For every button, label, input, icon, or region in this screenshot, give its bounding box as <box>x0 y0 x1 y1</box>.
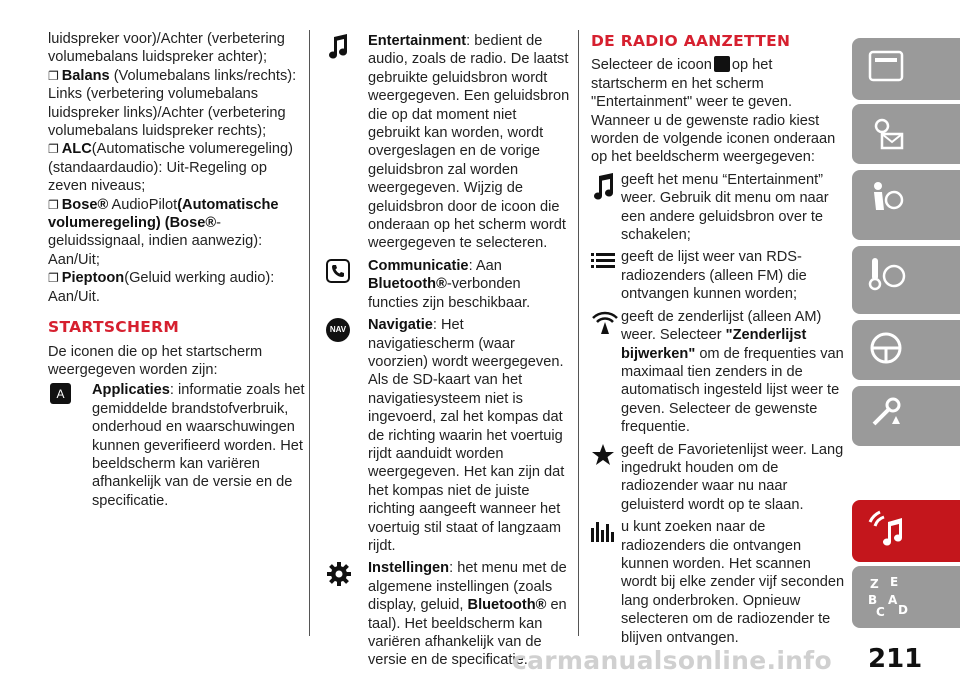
applicaties-label: Applicaties <box>92 382 170 399</box>
radio-item-entertainment <box>591 171 845 245</box>
entertainment-text: : bedient de audio, zoals de radio. De laatst gebruikte geluidsbron wordt weergegeven. Een geluidsbron die op dat moment niet gebruikt kan worden, wordt overgeslagen en de vorige geluidsbron zal worden weergegeven. Wijzig de geluidsbron door de icoon die onderaan op het scherm wordt weergegeven te selecteren. <box>368 33 570 252</box>
instellingen-text: : het menu met de algemene instellingen (zoals display, geluid, <box>368 560 567 614</box>
radio-item-4-text: geeft de Favorietenlijst weer. Lang ingedrukt houden om de radiozender waar nu naar geluisterd wordt op te slaan. <box>621 441 844 513</box>
alc-item <box>48 140 310 195</box>
navigatie-item <box>324 316 570 555</box>
radio-item-favorites <box>591 441 845 515</box>
radio-item-3-bold: "Zenderlijst bijwerken" <box>621 327 807 362</box>
column-left <box>48 30 310 510</box>
bose-label: Bose® <box>61 196 109 213</box>
radio-item-station-list <box>591 308 845 437</box>
tab-index[interactable] <box>852 566 960 628</box>
balans-label: Balans <box>61 67 110 84</box>
tab-tools[interactable] <box>852 386 960 446</box>
column-divider <box>578 30 579 636</box>
startscherm-intro: De iconen die op het startscherm weergegeven worden zijn: <box>48 343 263 378</box>
tools-icon <box>866 394 906 434</box>
alc-text: (Automatische volumeregeling) (standaardaudio): Uit-Regeling op zeven niveaus; <box>48 141 293 195</box>
svg-text:B: B <box>868 593 878 607</box>
dashboard-icon <box>866 46 906 86</box>
pieptoon-label: Pieptoon <box>61 270 125 287</box>
svg-text:A: A <box>888 593 898 607</box>
settings-gear-icon <box>326 561 358 593</box>
phone-icon <box>326 259 358 291</box>
radio-intro-2: op het startscherm en het scherm "Entertainment" weer te geven. Wanneer u de gewenste radio kiest worden de volgende iconen onderaan op het beeldscherm weergegeven: <box>591 57 836 166</box>
communicatie-item <box>324 257 570 312</box>
entertainment-item <box>324 32 570 253</box>
multimedia-icon <box>866 508 910 552</box>
communicatie-text: : Aan <box>468 257 502 274</box>
tab-steering-wheel[interactable] <box>852 320 960 380</box>
warning-lights-icon <box>866 112 906 152</box>
applicaties-item <box>48 381 310 510</box>
section-title-startscherm: STARTSCHERM <box>48 318 180 337</box>
instellingen-text-2: en taal). Het beeldscherm kan variëren afhankelijk van de versie en de specificatie. <box>368 597 567 669</box>
scan-bars-icon <box>591 520 623 552</box>
bose-text: - geluidssignaal, indien aanwezig): Aan/Uit; <box>48 215 263 268</box>
radio-item-1-text: geeft het menu “Entertainment” weer. Gebruik dit menu om naar een andere geluidsbron over te schakelen; <box>621 171 829 244</box>
alc-label: ALC <box>61 141 92 158</box>
communicatie-label: Communicatie <box>368 257 469 274</box>
radio-item-3-text-a: geeft de zenderlijst (alleen AM) weer. Selecteer <box>621 308 822 344</box>
navigatie-label: Navigatie <box>368 317 433 334</box>
star-icon <box>591 443 623 475</box>
instellingen-bluetooth: Bluetooth® <box>467 597 547 614</box>
radio-signal-icon <box>591 310 623 342</box>
key-steering-icon <box>866 254 906 294</box>
radio-intro-1: Selecteer de icoon <box>591 57 712 74</box>
music-note-icon <box>326 34 358 66</box>
svg-text:E: E <box>890 575 899 589</box>
seatbelt-airbag-icon <box>866 178 906 218</box>
applications-icon: A <box>50 383 82 415</box>
radio-item-3-text-c: om de frequenties van maximaal tien zenders in de automatisch ingesteld lijst weer te geven. Selecteer de gewenste frequentie. <box>621 345 844 436</box>
tab-warning-lights[interactable] <box>852 104 960 164</box>
tab-dashboard[interactable] <box>852 38 960 100</box>
navigation-icon <box>326 318 358 350</box>
radio-intro <box>591 56 845 166</box>
column-right <box>591 30 845 647</box>
list-icon <box>591 250 623 282</box>
bose-label2: (Automatische volumeregeling) (Bose® <box>48 196 279 232</box>
nav-icon-label: NAV <box>326 318 350 342</box>
balans-text: (Volumebalans links/rechts): Links (verbetering volumebalans luidspreker links)/Achter (verbetering volumebalans luidspreker rechts); <box>48 67 297 140</box>
tab-key-steering[interactable] <box>852 246 960 314</box>
pieptoon-text: (Geluid werking audio): Aan/Uit. <box>48 270 275 305</box>
applicaties-text: : informatie zoals het gemiddelde brandstofverbruik, onderhoud en waarschuwingen kunnen geverifieerd worden. Het beeldscherm kan variëren afhankelijk van de versie en de specificatie. <box>92 382 305 509</box>
radio-item-2-text: geeft de lijst weer van RDS-radiozenders (alleen FM) die ontvangen kunnen worden; <box>621 249 807 303</box>
pieptoon-item <box>48 269 310 306</box>
instellingen-label: Instellingen <box>368 560 450 577</box>
watermark: carmanualsonline.info <box>512 646 832 675</box>
bose-mid: AudioPilot <box>111 196 178 213</box>
tab-multimedia[interactable] <box>852 500 960 562</box>
music-note-icon <box>591 173 623 205</box>
tab-seatbelt-airbag[interactable] <box>852 170 960 240</box>
bluetooth-text: -verbonden functies zijn beschikbaar. <box>368 276 531 311</box>
entertainment-label: Entertainment <box>368 33 467 49</box>
music-note-icon <box>714 56 730 72</box>
index-letters-icon <box>866 574 910 618</box>
radio-item-list <box>591 248 845 303</box>
column-divider <box>309 30 310 636</box>
radio-item-scan <box>591 518 845 647</box>
svg-text:C: C <box>876 605 885 618</box>
paragraph: luidspreker voor)/Achter (verbetering volumebalans luidspreker achter); <box>48 31 285 66</box>
steering-wheel-icon <box>866 328 906 368</box>
svg-text:D: D <box>898 603 908 617</box>
balans-item <box>48 67 310 141</box>
navigatie-text: : Het navigatiescherm (waar voorzien) wordt weergegeven. Als de SD-kaart van het navigatiesysteem niet is ingevoerd, zal het kompas dat de richting waarin het voertuig rijdt aanduidt worden weergegeven. Het kan zijn dat het kompas niet de juiste richting aangeeft wanneer het voertuig stil staat of langzaam rijdt. <box>368 317 565 554</box>
bluetooth-label: Bluetooth® <box>368 276 447 293</box>
page-number: 211 <box>868 644 923 674</box>
bose-item <box>48 196 310 270</box>
radio-item-5-text: u kunt zoeken naar de radiozenders die ontvangen kunnen worden. Het scannen wordt bij elke zender vijf seconden lang onderbroken. Opnieuw selecteren om de radiozender te blijven ontvangen. <box>621 519 845 646</box>
svg-text:Z: Z <box>870 577 879 591</box>
section-title-radio: DE RADIO AANZETTEN <box>591 32 791 50</box>
column-middle <box>324 30 570 670</box>
